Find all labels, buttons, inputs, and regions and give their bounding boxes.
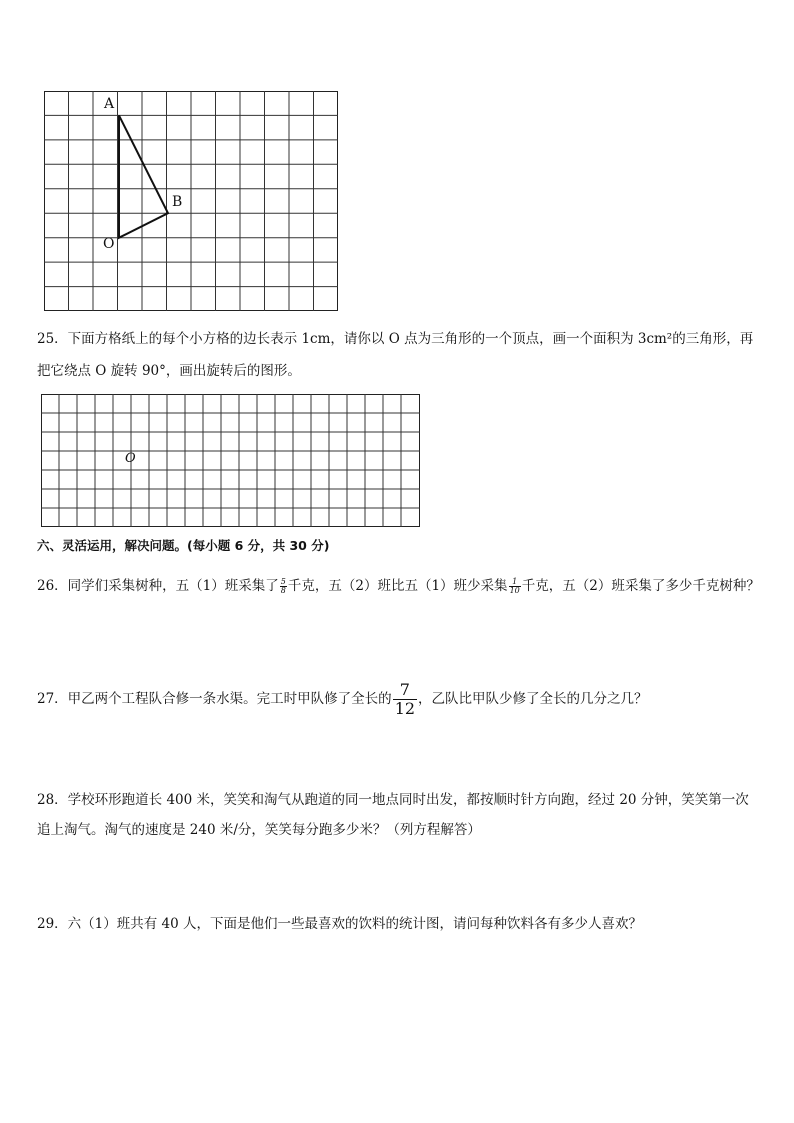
label-point-O-grid-2: O <box>125 451 136 466</box>
question-28 <box>37 788 749 843</box>
question-29-line-1: 29．六（1）班共有 40 人，下面是他们一些最喜欢的饮料的统计图，请问每种饮料各有多少人喜欢？ <box>37 916 643 932</box>
fraction-1-10: $\frac{1}{10}$ <box>509 577 520 595</box>
question-28-line-1: 28．学校环形跑道长 400 米，笑笑和淘气从跑道的同一地点同时出发，都按顺时针方向跑，经过 20 分钟，笑笑第一次 <box>37 792 749 808</box>
question-26 <box>37 574 760 600</box>
label-point-O: O <box>103 236 115 252</box>
section-6-heading: 六、灵活运用，解决问题。(每小题 6 分，共 30 分) <box>37 538 330 553</box>
question-25-line-1: 25．下面方格纸上的每个小方格的边长表示 1cm，请你以 O 点为三角形的一个顶点，画一个面积为 3cm²的三角形，再 <box>37 331 754 347</box>
triangle-AOB <box>119 115 168 237</box>
grid-figure-1-svg <box>44 91 338 311</box>
label-point-B: B <box>172 194 183 210</box>
fraction-5-8: $\frac{5}{8}$ <box>280 577 286 595</box>
question-28-line-2: 追上淘气。淘气的速度是 240 米/分，笑笑每分跑多少米？（列方程解答） <box>37 821 481 838</box>
question-29 <box>37 912 642 938</box>
question-27 <box>37 681 648 718</box>
grid-figure-2 <box>41 394 420 527</box>
grid-figure-2-svg <box>41 394 420 527</box>
question-25-line-2: 把它绕点 O 旋转 90°，画出旋转后的图形。 <box>37 362 301 379</box>
question-27-text-1: 27．甲乙两个工程队合修一条水渠。完工时甲队修了全长的 <box>37 691 392 707</box>
question-25 <box>37 327 753 384</box>
question-27-text-2: ，乙队比甲队少修了全长的几分之几？ <box>418 691 648 707</box>
fraction-7-12: $\frac{7}{12}$ <box>394 680 416 718</box>
grid-figure-1 <box>44 91 338 311</box>
label-point-A: A <box>104 96 115 112</box>
question-26-text-1: 26．同学们采集树种，五（1）班采集了 <box>37 578 279 594</box>
question-26-text-2: 千克，五（2）班比五（1）班少采集 <box>287 578 508 594</box>
question-26-text-3: 千克，五（2）班采集了多少千克树种？ <box>521 578 760 594</box>
